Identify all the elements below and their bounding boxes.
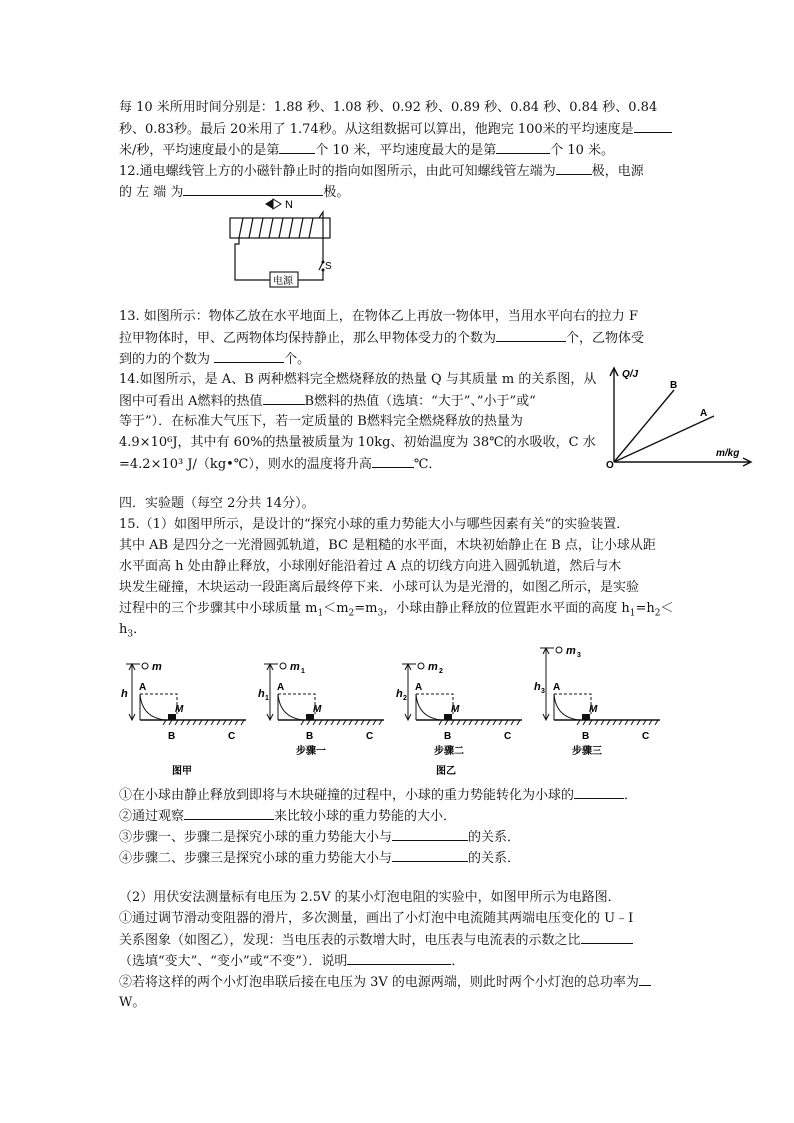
q15-line3: 水平面高 h 处由静止释放，小球刚好能沿着过 A 点的切线方向进入圆弧轨道，然后与木	[119, 559, 622, 574]
svg-text:m: m	[290, 661, 300, 673]
q15b-line1: （2）用伏安法测量标有电压为 2.5V 的某小灯泡电阻的实验中，如图甲所示为电路图．	[119, 890, 621, 905]
q15b-line3: 关系图象（如图乙），发现：当电压表的示数增大时，电压表与电流表的示数之比	[119, 930, 633, 950]
q11-line1: 每 10 米所用时间分别是：1.88 秒、1.08 秒、0.92 秒、0.89 秒、0.84 秒、0.84 秒、0.84	[119, 100, 658, 115]
q15-figures	[118, 640, 678, 780]
step2-caption: 步骤二	[434, 746, 464, 757]
q13-line2: 拉甲物体时，甲、乙两物体均保持静止，那么甲物体受力的个数为 个，乙物体受	[119, 328, 644, 348]
q14-line5: =4.2×10³ J/（kg•℃），则水的温度将升高 ℃．	[119, 454, 441, 474]
svg-text:h: h	[534, 681, 541, 693]
svg-text:A: A	[139, 682, 147, 693]
fig-step2	[396, 661, 522, 777]
fig-jia	[121, 661, 246, 777]
fig-step3	[534, 645, 660, 757]
svg-text:M: M	[589, 704, 598, 715]
q15-option1: ①在小球由静止释放到即将与木块碰撞的过程中，小球的重力势能转化为小球的 ．	[119, 785, 637, 805]
svg-text:h: h	[258, 688, 265, 700]
q15b-line2: ①通过调节滑动变阻器的滑片，多次测量，画出了小灯泡中电流随其两端电压变化的 U﹣I	[119, 911, 634, 926]
fuel-heat-chart	[604, 364, 754, 470]
svg-text:A: A	[415, 682, 423, 693]
q15-line4: 块发生碰撞，木块运动一段距离后最终停下来．小球可认为是光滑的，如图乙所示，是实验	[119, 580, 640, 595]
svg-text:M: M	[451, 704, 460, 715]
q11-line2: 秒、0.83秒。最后 20米用了 1.74秒。从这组数据可以算出，他跑完 100米的平均速度是	[119, 119, 672, 139]
solenoid-figure	[225, 192, 340, 290]
svg-text:m: m	[152, 661, 162, 673]
q12-line2: 的 左 端 为 极。	[119, 182, 349, 202]
svg-text:h: h	[396, 688, 403, 700]
svg-text:3: 3	[541, 688, 545, 695]
svg-text:A: A	[553, 682, 561, 693]
q14-line1: 14.如图所示，是 A、B 两种燃料完全燃烧释放的热量 Q 与其质量 m 的关系图，从	[119, 372, 597, 387]
svg-text:A: A	[277, 682, 285, 693]
q15-option2: ②通过观察 来比较小球的重力势能的大小．	[119, 806, 456, 826]
q14-line4: 4.9×10⁶J，其中有 60%的热量被质量为 10kg、初始温度为 38℃的水吸收，C 水	[119, 435, 596, 450]
svg-text:M: M	[175, 704, 184, 715]
svg-text:B: B	[444, 731, 452, 742]
svg-text:1: 1	[301, 668, 305, 675]
svg-text:h: h	[121, 688, 128, 700]
q15b-line5: ②若将这样的两个小灯泡串联后接在电压为 3V 的电源两端，则此时两个小灯泡的总功率为	[119, 972, 651, 992]
q12-line1: 12.通电螺线管上方的小磁针静止时的指向如图所示，由此可知螺线管左端为 极，电源	[119, 161, 644, 181]
q13-line1: 13. 如图所示：物体乙放在水平地面上，在物体乙上再放一物体甲，当用水平向右的拉力 F	[119, 309, 638, 324]
fig-jia-caption: 图甲	[172, 766, 192, 777]
svg-text:1: 1	[265, 695, 269, 702]
svg-text:B: B	[582, 731, 590, 742]
svg-text:2: 2	[439, 668, 443, 675]
svg-text:B: B	[168, 731, 176, 742]
chart-x-axis-label: m/kg	[716, 448, 740, 459]
svg-text:C: C	[366, 731, 374, 742]
switch-s-label: S	[325, 261, 332, 272]
svg-text:m: m	[428, 661, 438, 673]
q15-line5: 过程中的三个步骤其中小球质量 $m_1<m_2=m_3$，小球由静止释放的位置距水平面的高度 $h_1=h_2<$	[119, 601, 674, 619]
power-source-label: 电源	[273, 276, 293, 287]
q15-line6: $h_3$．	[119, 622, 147, 640]
q15b-line6: W。	[119, 995, 146, 1010]
line-a-label: A	[700, 408, 708, 419]
q14-line2: 图中可看出 A燃料的热值 B燃料的热值（选填：“大于”、”小于”或“	[119, 391, 536, 411]
fig-yi-caption: 图乙	[436, 766, 456, 777]
chart-y-axis-label: Q/J	[622, 369, 639, 380]
step3-caption: 步骤三	[572, 746, 602, 757]
svg-text:2: 2	[403, 695, 407, 702]
q11-line3: 米/秒，平均速度最小的是第 个 10 米，平均速度最大的是第 个 10 米。	[119, 140, 614, 160]
svg-text:M: M	[313, 704, 322, 715]
fig-step1	[258, 661, 384, 757]
svg-text:C: C	[504, 731, 512, 742]
q15-line2: 其中 AB 是四分之一光滑圆弧轨道，BC 是粗糙的水平面，木块初始静止在 B 点，让小球从距	[119, 538, 656, 553]
svg-text:C: C	[228, 731, 236, 742]
svg-text:3: 3	[577, 652, 581, 659]
section-4-title: 四．实验题（每空 2分共 14分）。	[119, 496, 315, 511]
svg-text:m: m	[566, 645, 576, 657]
chart-origin-label: O	[606, 460, 614, 470]
step1-caption: 步骤一	[296, 746, 326, 757]
line-b-label: B	[670, 380, 678, 391]
svg-text:C: C	[642, 731, 650, 742]
compass-n-label: N	[285, 199, 293, 211]
q15b-line4: （选填“变大”、“变小”或“不变”）．说明 ．	[119, 951, 464, 971]
svg-text:B: B	[306, 731, 314, 742]
q15-line1: 15.（1）如图甲所示，是设计的“探究小球的重力势能大小与哪些因素有关“的实验装置．	[119, 517, 630, 532]
q13-line3: 到的力的个数为 个。	[119, 349, 310, 369]
q15-option3: ③步骤一、步骤二是探究小球的重力势能大小与 的关系．	[119, 827, 520, 847]
q15-option4: ④步骤二、步骤三是探究小球的重力势能大小与 的关系．	[119, 848, 520, 868]
q14-line3: 等于”）．在标准大气压下，若一定质量的 B燃料完全燃烧释放的热量为	[119, 414, 523, 429]
